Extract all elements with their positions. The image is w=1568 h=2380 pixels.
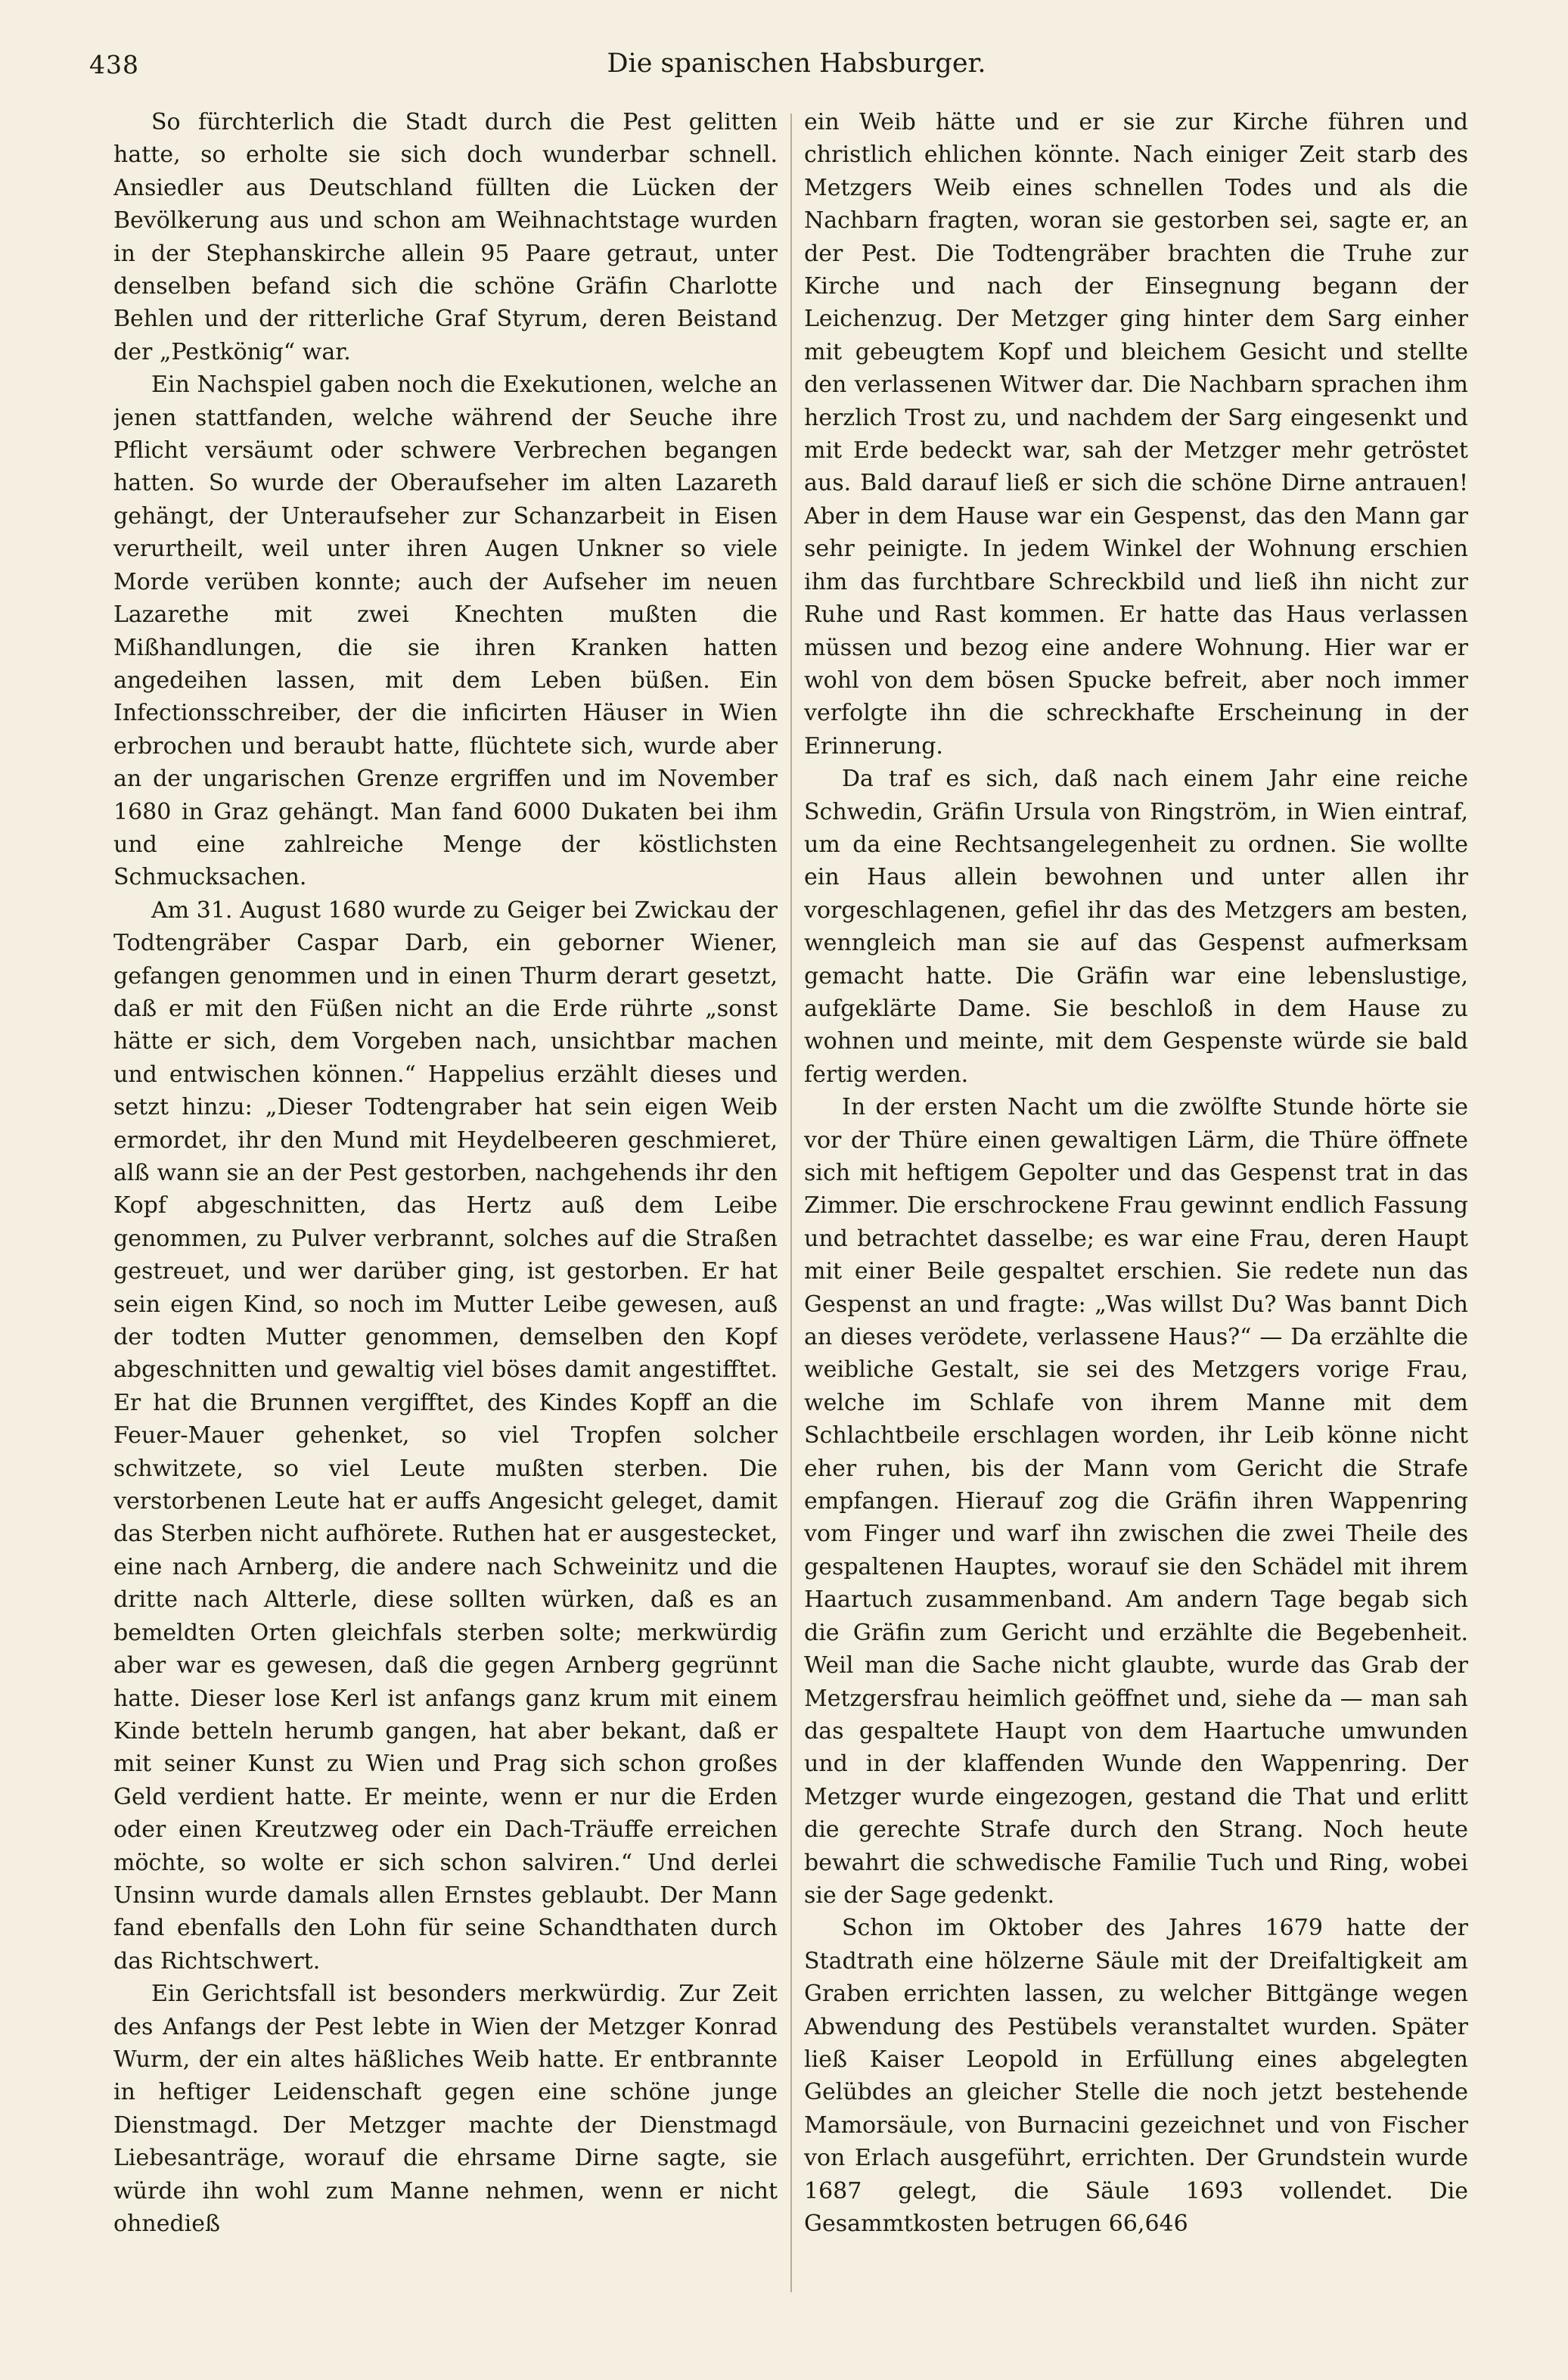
paragraph: ein Weib hätte und er sie zur Kirche führen und christlich ehlichen könnte. Nach einiger Zeit starb des Metzgers Weib eines schnellen Todes und als die Nachbarn fragten, woran sie gestorben sei, sagte er, an der Pest. Die Todtengräber brachten die Truhe zur Kirche und nach der Einsegnung begann der Leichenzug. Der Metzger ging hinter dem Sarg einher mit gebeugtem Kopf und bleichem Gesicht und stellte den verlassenen Witwer dar. Die Nachbarn sprachen ihm herzlich Trost zu, und nachdem der Sarg eingesenkt und mit Erde bedeckt war, sah der Metzger mehr getröstet aus. Bald darauf ließ er sich die schöne Dirne antrauen! Aber in dem Hause war ein Gespenst, das den Mann gar sehr peinigte. In jedem Winkel der Wohnung erschien ihm das furchtbare Schreckbild und ließ ihn nicht zur Ruhe und Rast kommen. Er hatte das Haus verlassen müssen und bezog eine andere Wohnung. Hier war er wohl von dem bösen Spucke befreit, aber noch immer verfolgte ihn die schreckhafte Erscheinung in der Erinnerung. (804, 109, 1468, 760)
paragraph: Schon im Oktober des Jahres 1679 hatte der Stadtrath eine hölzerne Säule mit der Dreifaltigkeit am Graben errichten lassen, zu welcher Bittgänge wegen Abwendung des Pestübels veranstaltet wurden. Später ließ Kaiser Leopold in Erfüllung eines abgelegten Gelübdes an gleicher Stelle die noch jetzt bestehende Mamorsäule, von Burnacini gezeichnet und von Fischer von Erlach ausgeführt, errichten. Der Grundstein wurde 1687 gelegt, die Säule 1693 vollendet. Die Gesammtkosten betrugen 66,646 (804, 1915, 1468, 2237)
paragraph: Ein Gerichtsfall ist besonders merkwürdig. Zur Zeit des Anfangs der Pest lebte in Wien der Metzger Konrad Wurm, der ein altes häßliches Weib hatte. Er entbrannte in heftiger Leidenschaft gegen eine schöne junge Dienstmagd. Der Metzger machte der Dienstmagd Liebesanträge, worauf die ehrsame Dirne sagte, sie würde ihn wohl zum Manne nehmen, wenn er nicht ohnedieß (113, 1981, 778, 2237)
paragraph: So fürchterlich die Stadt durch die Pest gelitten hatte, so erholte sie sich doch wunderbar schnell. Ansiedler aus Deutschland füllten die Lücken der Bevölkerung aus und schon am Weihnachtstage wurden in der Stephanskirche allein 95 Paare getraut, unter denselben befand sich die schöne Gräfin Charlotte Behlen und der ritterliche Graf Styrum, deren Beistand der „Pestkönig“ war. (113, 109, 778, 365)
left-column (113, 106, 778, 2345)
paragraph: Ein Nachspiel gaben noch die Exekutionen, welche an jenen stattfanden, welche während der Seuche ihre Pflicht versäumt oder schwere Verbrechen begangen hatten. So wurde der Oberaufseher im alten Lazareth gehängt, der Unteraufseher zur Schanzarbeit in Eisen verurtheilt, weil unter ihren Augen Unkner so viele Morde verüben konnte; auch der Aufseher im neuen Lazarethe mit zwei Knechten mußten die Mißhandlungen, die sie ihren Kranken hatten angedeihen lassen, mit dem Leben büßen. Ein Infectionsschreiber, der die inficirten Häuser in Wien erbrochen und beraubt hatte, flüchtete sich, wurde aber an der ungarischen Grenze ergriffen und im November 1680 in Graz gehängt. Man fand 6000 Dukaten bei ihm und eine zahlreiche Menge der köstlichsten Schmucksachen. (113, 371, 778, 891)
running-title: Die spanischen Habsburger. (607, 48, 986, 79)
page-number: 438 (89, 50, 139, 79)
page-header (89, 44, 1504, 97)
paragraph: In der ersten Nacht um die zwölfte Stunde hörte sie vor der Thüre einen gewaltigen Lärm, die Thüre öffnete sich mit heftigem Gepolter und das Gespenst trat in das Zimmer. Die erschrockene Frau gewinnt endlich Fassung und betrachtet dasselbe; es war eine Frau, deren Haupt mit einer Beile gespaltet erschien. Sie redete nun das Gespenst an und fragte: „Was willst Du? Was bannt Dich an dieses verödete, verlassene Haus?“ — Da erzählte die weibliche Gestalt, sie sei des Metzgers vorige Frau, welche im Schlafe von ihrem Manne mit dem Schlachtbeile erschlagen worden, ihr Leib könne nicht eher ruhen, bis der Mann vom Gericht die Strafe empfangen. Hierauf zog die Gräfin ihren Wappenring vom Finger und warf ihn zwischen die zwei Theile des gespaltenen Hauptes, worauf sie den Schädel mit ihrem Haartuch zusammenband. Am andern Tage begab sich die Gräfin zum Gericht und erzählte die Begebenheit. Weil man die Sache nicht glaubte, wurde das Grab der Metzgersfrau heimlich geöffnet und, siehe da — man sah das gespaltete Haupt von dem Haartuche umwunden und in der klaffenden Wunde den Wappenring. Der Metzger wurde eingezogen, gestand die That und erlitt die gerechte Strafe durch den Strang. Noch heute bewahrt die schwedische Familie Tuch und Ring, wobei sie der Sage gedenkt. (804, 1094, 1468, 1909)
paragraph: Am 31. August 1680 wurde zu Geiger bei Zwickau der Todtengräber Caspar Darb, ein geborner Wiener, gefangen genommen und in einen Thurm derart gesetzt, daß er mit den Füßen nicht an die Erde rührte „sonst hätte er sich, dem Vorgeben nach, unsichtbar machen und entwischen können.“ Happelius erzählt dieses und setzt hinzu: „Dieser Todtengraber hat sein eigen Weib ermordet, ihr den Mund mit Heydelbeeren geschmieret, alß wann sie an der Pest gestorben, nachgehends ihr den Kopf abgeschnitten, das Hertz auß dem Leibe genommen, zu Pulver verbrannt, solches auf die Straßen gestreuet, und wer darüber ging, ist gestorben. Er hat sein eigen Kind, so noch im Mutter Leibe gewesen, auß der todten Mutter genommen, demselben den Kopf abgeschnitten und gewaltig viel böses damit angestifftet. Er hat die Brunnen vergifftet, des Kindes Kopff an die Feuer-Mauer gehenket, so viel Tropfen solcher schwitzete, so viel Leute mußten sterben. Die verstorbenen Leute hat er auffs Angesicht geleget, damit das Sterben nicht aufhörete. Ruthen hat er ausgestecket, eine nach Arnberg, die andere nach Schweinitz und die dritte nach Altterle, diese sollten würken, daß es an bemeldten Orten gleichfals sterben solte; merkwürdig aber war es gewesen, daß die gegen Arnberg gegrünnt hatte. Dieser lose Kerl ist anfangs ganz krum mit einem Kinde betteln herumb gangen, hat aber bekant, daß er mit seiner Kunst zu Wien und Prag sich schon großes Geld verdient hatte. Er meinte, wenn er nur die Erden oder einen Kreutzweg oder ein Dach-Träuffe erreichen möchte, so wolte er sich schon salviren.“ Und derlei Unsinn wurde damals allen Ernstes geblaubt. Der Mann fand ebenfalls den Lohn für seine Schandthaten durch das Richtschwert. (113, 896, 778, 1975)
paragraph: Da traf es sich, daß nach einem Jahr eine reiche Schwedin, Gräfin Ursula von Ringström, in Wien eintraf, um da eine Rechtsangelegenheit zu ordnen. Sie wollte ein Haus allein bewohnen und unter allen ihr vorgeschlagenen, gefiel ihr das des Metzgers am besten, wenngleich man sie auf das Gespenst aufmerksam gemacht hatte. Die Gräfin war eine lebenslustige, aufgeklärte Dame. Sie beschloß in dem Hause zu wohnen und meinte, mit dem Gespenste würde sie bald fertig werden. (804, 766, 1468, 1088)
right-column (804, 106, 1468, 2345)
column-divider (790, 113, 792, 2292)
